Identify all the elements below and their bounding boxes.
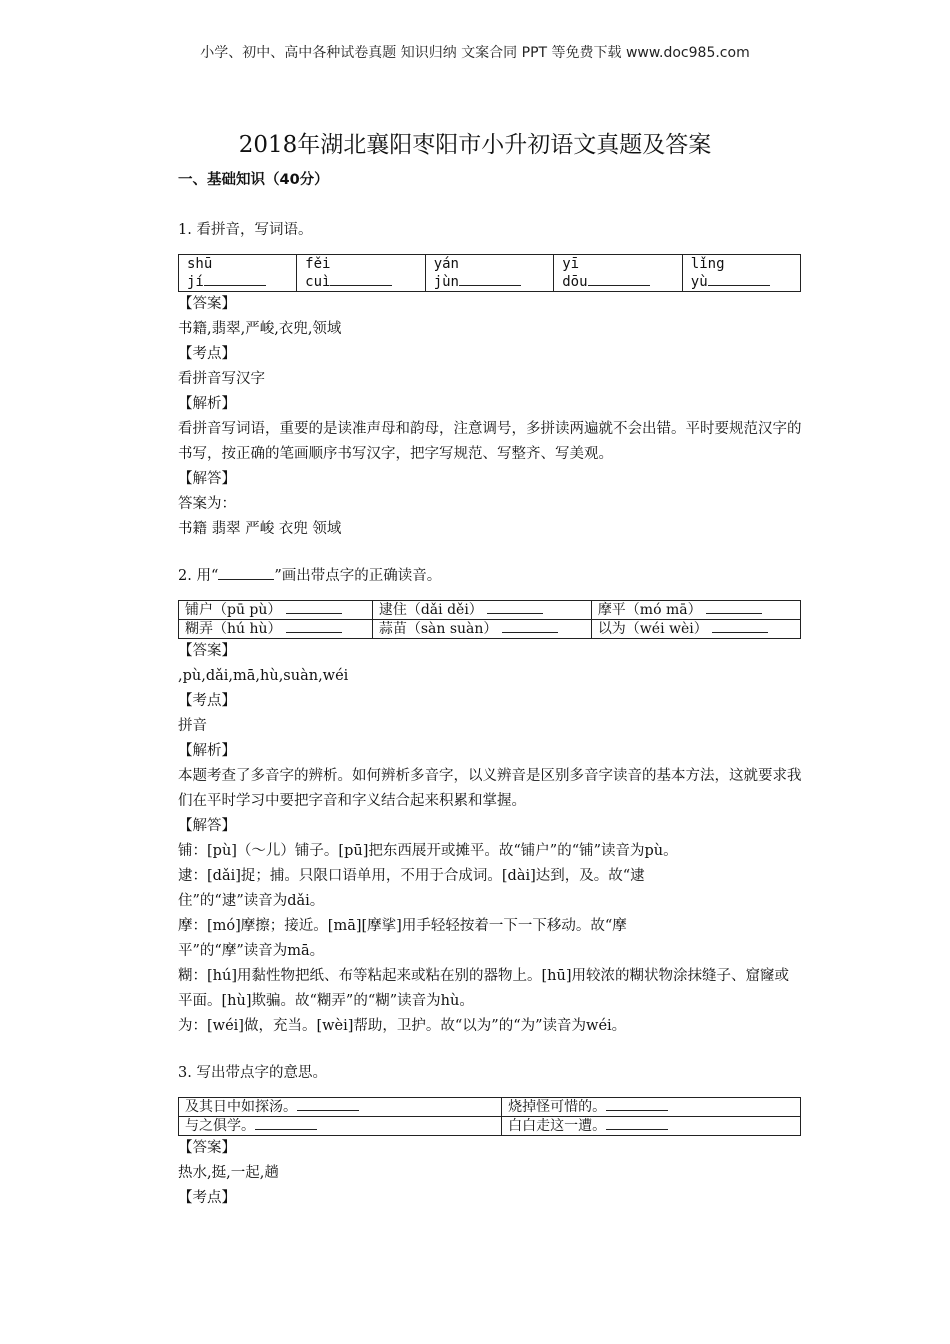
analysis-label: 【解析】 [178, 396, 236, 412]
q2-answer: ,pù,dǎi,mā,hù,suàn,wéi [178, 668, 349, 684]
q3-cell [502, 1117, 801, 1136]
answer-blank[interactable] [204, 273, 266, 286]
q2-cell [179, 620, 373, 639]
q2-solution-line: 平”的“摩”读音为mā。 [178, 943, 325, 959]
answer-blank[interactable] [712, 620, 768, 633]
q2-cell [179, 601, 373, 620]
underline-sample [218, 567, 274, 580]
document-title: 2018年湖北襄阳枣阳市小升初语文真题及答案 [238, 132, 712, 158]
q2-solution-line: 住”的“逮”读音为dǎi。 [178, 893, 325, 909]
answer-blank[interactable] [286, 620, 342, 633]
q2-item: 蒜苗（sàn suàn） [378, 621, 498, 637]
spacer [178, 542, 803, 564]
q3-meaning-table [178, 1097, 801, 1136]
answer-label: 【答案】 [178, 1140, 236, 1156]
answer-label: 【答案】 [178, 296, 236, 312]
spacer [178, 1039, 803, 1061]
q3-cell [179, 1117, 502, 1136]
site-banner: 小学、初中、高中各种试卷真题 知识归纳 文案合同 PPT 等免费下载 www.doc985.com [200, 45, 750, 61]
point-label: 【考点】 [178, 346, 236, 362]
solution-label: 【解答】 [178, 471, 236, 487]
pinyin-bottom: dōu [562, 274, 588, 290]
q3-item: 白白走这一遭。 [508, 1118, 607, 1134]
answer-blank[interactable] [330, 273, 392, 286]
q3-cell [179, 1098, 502, 1117]
q1-solution-intro: 答案为： [178, 496, 236, 512]
answer-blank[interactable] [606, 1117, 668, 1130]
q1-solution: 书籍 翡翠 严峻 衣兜 领域 [178, 521, 342, 537]
answer-blank[interactable] [588, 273, 650, 286]
q2-point: 拼音 [178, 718, 207, 734]
q1-point: 看拼音写汉字 [178, 371, 265, 387]
answer-label: 【答案】 [178, 643, 236, 659]
answer-blank[interactable] [502, 620, 558, 633]
q2-cell [591, 620, 800, 639]
q2-solution-line: 摩：[mó]摩擦；接近。[mā][摩挲]用手轻轻按着一下一下移动。故“摩 [178, 918, 627, 934]
q2-solution-line: 为：[wéi]做，充当。[wèi]帮助，卫护。故“以为”的“为”读音为wéi。 [178, 1018, 627, 1034]
q2-solution-line: 糊：[hú]用黏性物把纸、布等粘起来或粘在别的器物上。[hū]用较浓的糊状物涂抹缝子、窟窿或平面。[hù]欺骗。故“糊弄”的“糊”读音为hù。 [178, 968, 789, 1009]
q2-question [178, 564, 803, 588]
q3-item: 与之俱学。 [185, 1118, 255, 1134]
q2-cell [372, 601, 591, 620]
pinyin-top: fěi [305, 256, 331, 272]
q3-item: 烧掉怪可惜的。 [508, 1099, 607, 1115]
q1-cell [682, 255, 800, 292]
q1-analysis: 看拼音写词语，重要的是读准声母和韵母，注意调号，多拼读两遍就不会出错。平时要规范汉字的书写，按正确的笔画顺序书写汉字，把字写规范、写整齐、写美观。 [178, 421, 802, 462]
pinyin-bottom: jùn [433, 274, 459, 290]
q3-answer: 热水,挺,一起,趟 [178, 1165, 279, 1181]
document-body [178, 168, 803, 1211]
point-label: 【考点】 [178, 1190, 236, 1206]
answer-blank[interactable] [297, 1098, 359, 1111]
q2-reading-table [178, 600, 801, 639]
q2-cell [591, 601, 800, 620]
q2-solution-line: 逮：[dǎi]捉；捕。只限口语单用，不用于合成词。[dài]达到，及。故“逮 [178, 868, 645, 884]
q3-cell [502, 1098, 801, 1117]
pinyin-bottom: jí [187, 274, 204, 290]
pinyin-bottom: cuì [305, 274, 331, 290]
pinyin-top: shū [187, 256, 213, 272]
q1-cell [297, 255, 426, 292]
answer-blank[interactable] [459, 273, 521, 286]
answer-blank[interactable] [286, 601, 342, 614]
answer-blank[interactable] [606, 1098, 668, 1111]
point-label: 【考点】 [178, 693, 236, 709]
pinyin-bottom: yù [690, 274, 708, 290]
q2-item: 糊弄（hú hù） [185, 621, 282, 637]
analysis-label: 【解析】 [178, 743, 236, 759]
q1-pinyin-table [178, 254, 801, 292]
answer-blank[interactable] [708, 273, 770, 286]
q2-item: 以为（wéi wèi） [597, 621, 708, 637]
answer-blank[interactable] [487, 601, 543, 614]
q2-item: 摩平（mó mā） [597, 602, 702, 618]
section-heading: 一、基础知识（40分） [178, 172, 329, 188]
q1-answer: 书籍,翡翠,严峻,衣兜,领域 [178, 321, 342, 337]
pinyin-top: yán [433, 256, 459, 272]
pinyin-top: lǐng [690, 256, 725, 272]
q2-cell [372, 620, 591, 639]
q2-question-end: ”画出带点字的正确读音。 [274, 568, 442, 584]
q2-item: 逮住（dǎi děi） [378, 602, 483, 618]
answer-blank[interactable] [706, 601, 762, 614]
q2-item: 铺户（pū pù） [185, 602, 282, 618]
q3-question: 3. 写出带点字的意思。 [178, 1065, 327, 1081]
q1-cell [554, 255, 683, 292]
q3-item: 及其日中如探汤。 [185, 1099, 297, 1115]
q2-analysis: 本题考查了多音字的辨析。如何辨析多音字，以义辨音是区别多音字读音的基本方法，这就要求我们在平时学习中要把字音和字义结合起来积累和掌握。 [178, 768, 802, 809]
pinyin-top: yī [562, 256, 580, 272]
q2-solution-line: 铺：[pù]（～儿）铺子。[pū]把东西展开或摊平。故“铺户”的“铺”读音为pù。 [178, 843, 678, 859]
answer-blank[interactable] [255, 1117, 317, 1130]
solution-label: 【解答】 [178, 818, 236, 834]
q2-question-start: 2. 用“ [178, 568, 219, 584]
q1-question: 1. 看拼音，写词语。 [178, 222, 313, 238]
q1-cell [425, 255, 554, 292]
q1-cell [179, 255, 297, 292]
